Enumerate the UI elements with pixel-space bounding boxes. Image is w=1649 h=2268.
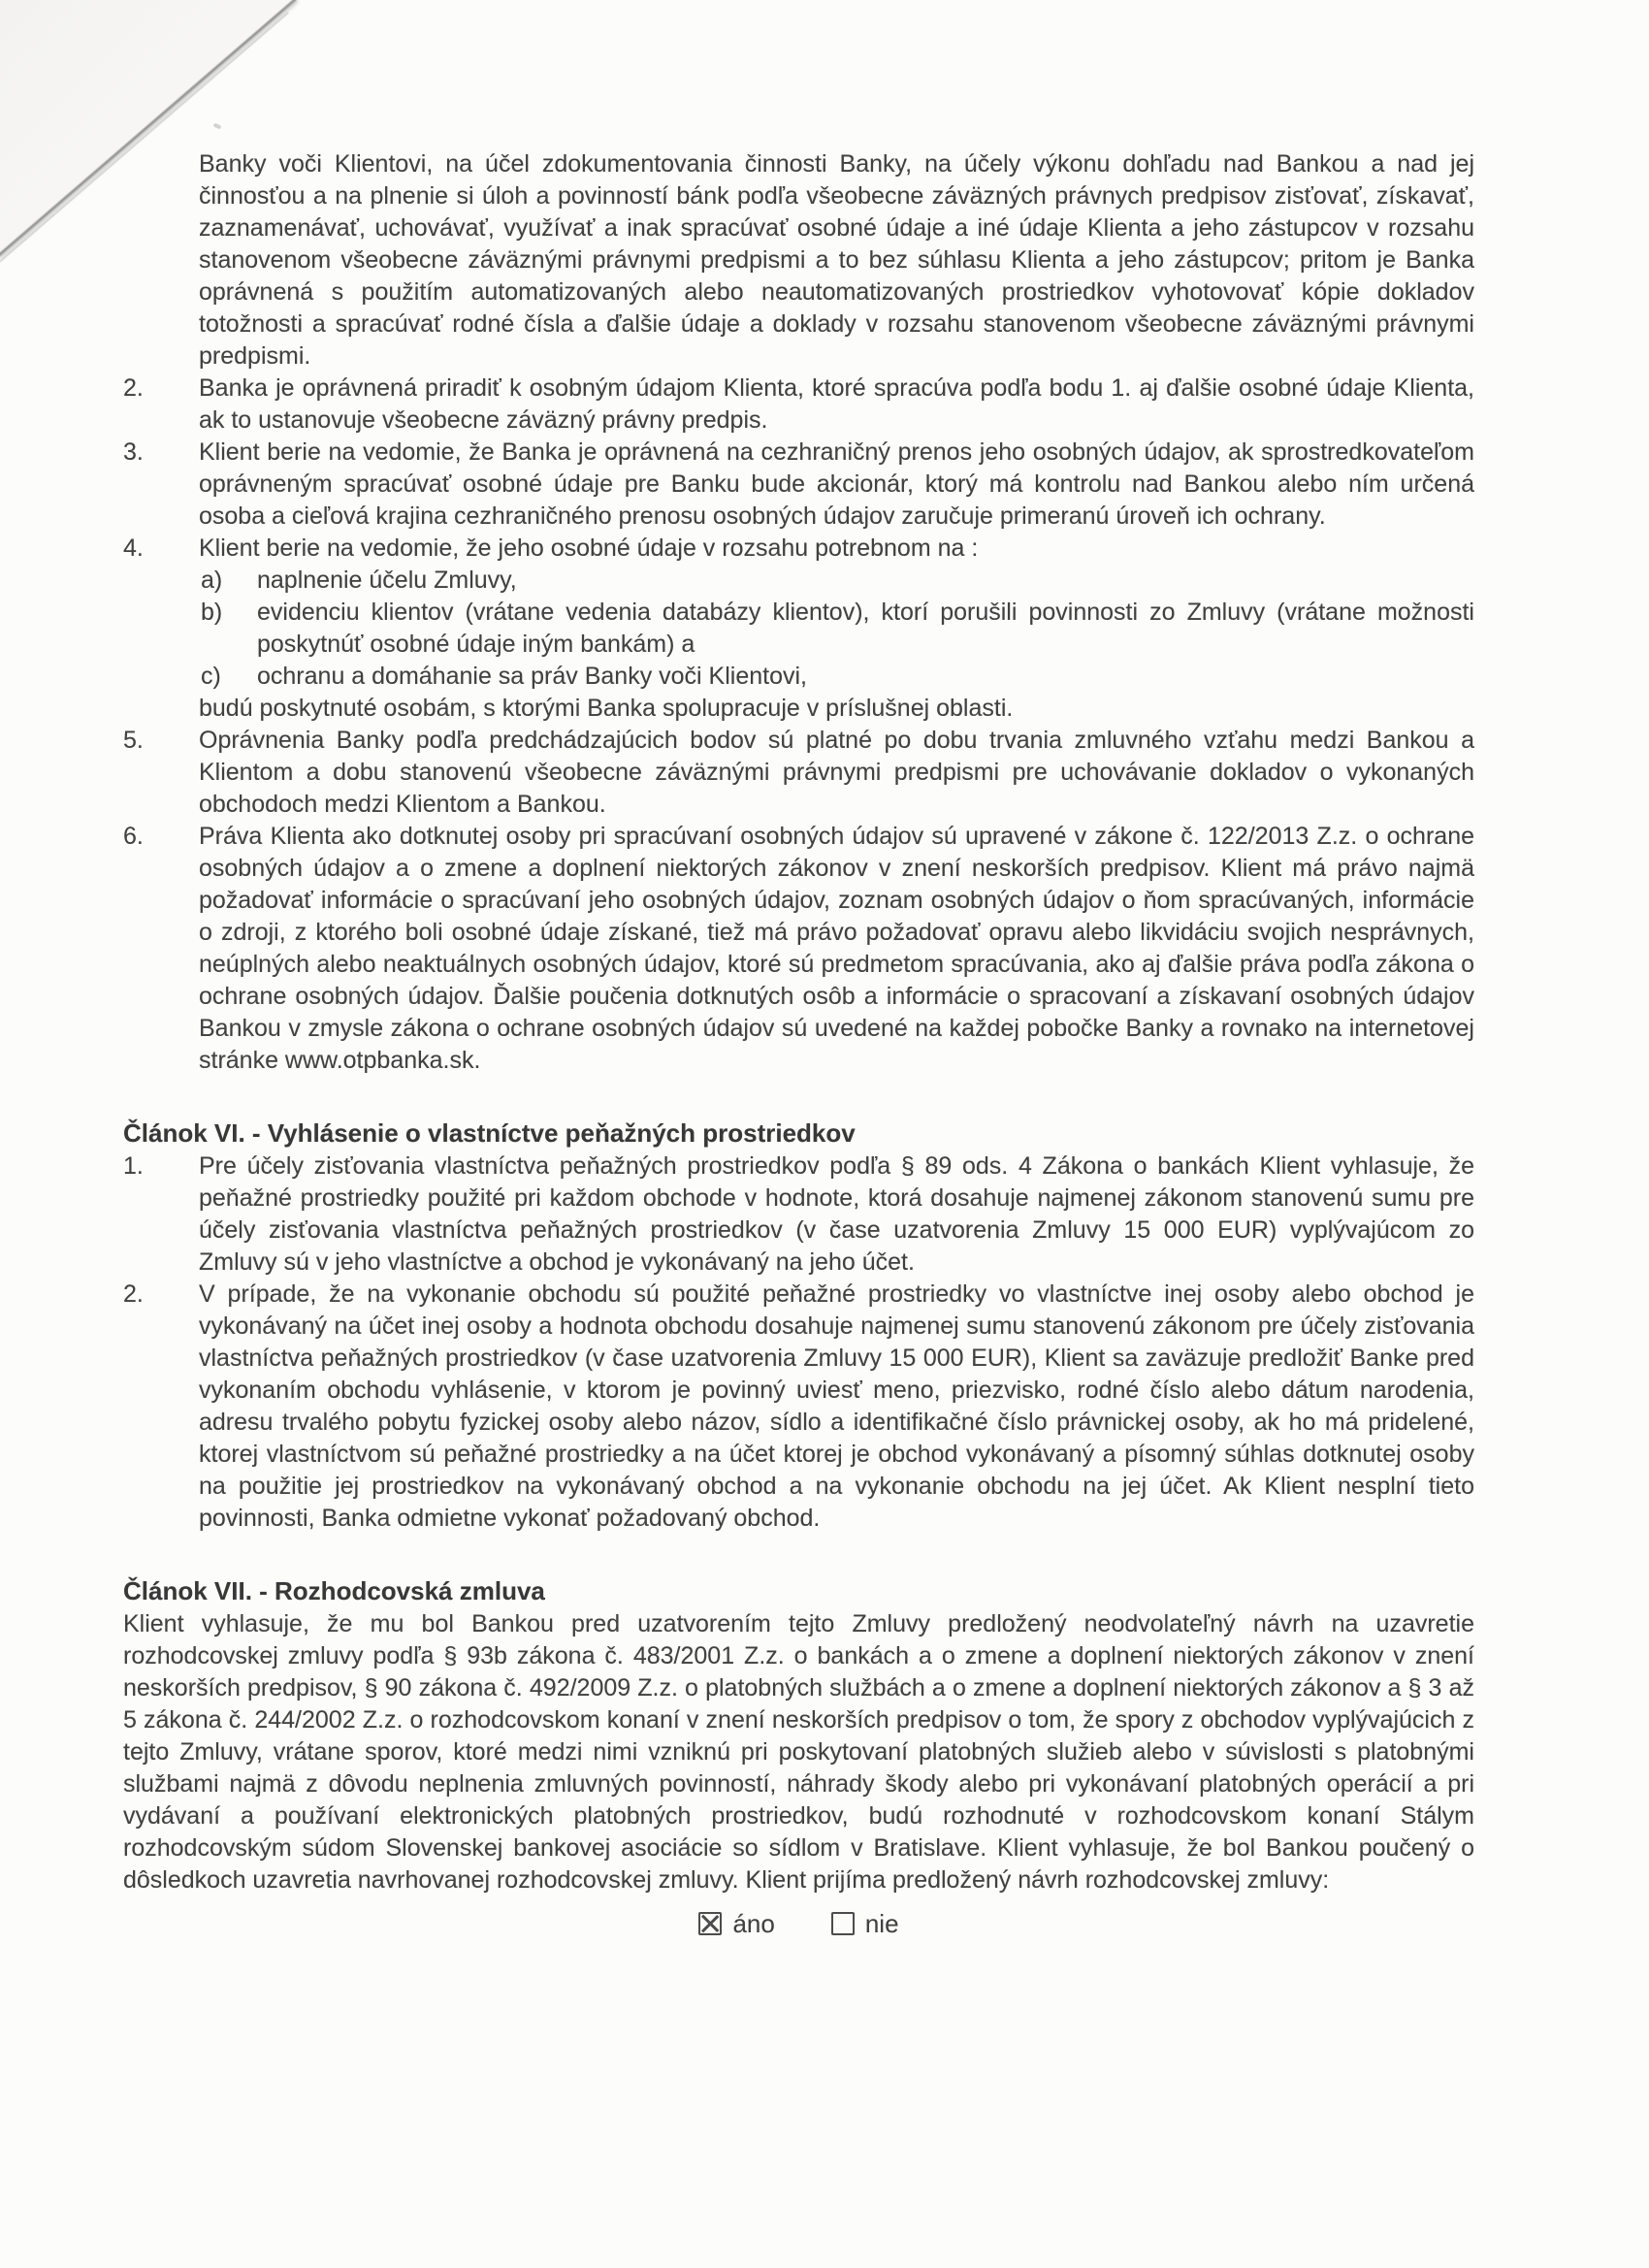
item-number: 6. <box>123 823 144 850</box>
checkbox-unchecked-icon[interactable] <box>831 1912 855 1935</box>
item-number: 5. <box>123 727 144 754</box>
checkbox-option-áno <box>698 1906 774 1941</box>
checkbox-checked-icon[interactable] <box>698 1912 722 1935</box>
section-heading: Článok VI. - Vyhlásenie o vlastníctve peňažných prostriedkov <box>123 1118 856 1148</box>
paragraph-text: Práva Klienta ako dotknutej osoby pri spracúvaní osobných údajov sú upravené v zákone č. 122/2013 Z.z. o ochrane osobných údajov a o zmene a doplnení niektorých zákonov v znení neskorších predpisov. Klient má právo najmä požadovať informácie o spracúvaní jeho osobných údajov, zoznam osobných údajov o ňom spracúvaných, informácie o zdroji, z ktorého boli osobné údaje získané, tiež má právo požadovať opravu alebo likvidáciu svojich nesprávnych, neúplných alebo neaktuálnych osobných údajov, ktoré sú predmetom spracúvania, ako aj ďalšie práva podľa zákona o ochrane osobných údajov. Ďalšie poučenia dotknutých osôb a informácie o spracovaní a získavaní osobných údajov Bankou v zmysle zákona o ochrane osobných údajov sú uvedené na každej pobočke Banky a rovnako na internetovej stránke www.otpbanka.sk. <box>199 823 1474 1074</box>
checkbox-option-nie <box>831 1906 899 1941</box>
numbered-paragraph <box>123 1279 1474 1535</box>
scan-speck <box>213 122 222 129</box>
item-number: 2. <box>123 374 144 402</box>
numbered-paragraph <box>123 821 1474 1077</box>
paragraph-text: Banka je oprávnená priradiť k osobným údajom Klienta, ktoré spracúva podľa bodu 1. aj ďalšie osobné údaje Klienta, ak to ustanovuje všeobecne záväzný právny predpis. <box>199 374 1474 434</box>
numbered-paragraph <box>123 533 1474 565</box>
full-width-paragraph: Klient vyhlasuje, že mu bol Bankou pred uzatvorením tejto Zmluvy predložený neodvolateľný návrh na uzavretie rozhodcovskej zmluvy podľa § 93b zákona č. 483/2001 Z.z. o bankách a o zmene a doplnení niektorých zákonov v znení neskorších predpisov, § 90 zákona č. 492/2009 Z.z. o platobných službách a o zmene a doplnení niektorých zákonov a § 3 až 5 zákona č. 244/2002 Z.z. o rozhodcovskom konaní v znení neskorších predpisov o tom, že spory z obchodov vyplývajúcich z tejto Zmluvy, vrátane sporov, ktoré medzi nimi vzniknú pri poskytovaní platobných služieb alebo v súvislosti s platobnými službami najmä z dôvodu neplnenia zmluvných povinností, náhrady škody alebo pri vykonávaní platobných operácií a pri vydávaní a používaní elektronických platobných prostriedkov, budú rozhodnuté v rozhodcovskom konaní Stálym rozhodcovským súdom Slovenskej bankovej asociácie so sídlom v Bratislave. Klient vyhlasuje, že bol Bankou poučený o dôsledkoch uzavretia navrhovanej rozhodcovskej zmluvy. Klient prijíma predložený návrh rozhodcovskej zmluvy: <box>123 1610 1474 1894</box>
lettered-subparagraph <box>201 661 1474 693</box>
paragraph-text: Klient berie na vedomie, že Banka je oprávnená na cezhraničný prenos jeho osobných údajov, ak sprostredkovateľom oprávneným spracúvať osobné údaje pre Banku bude akcionár, ktorý má kontrolu nad Bankou alebo ním určená osoba a cieľová krajina cezhraničného prenosu osobných údajov zaručuje primeranú úroveň ich ochrany. <box>199 438 1474 530</box>
lettered-subparagraph <box>201 597 1474 661</box>
paragraph-text: Klient berie na vedomie, že jeho osobné údaje v rozsahu potrebnom na : <box>199 535 979 562</box>
numbered-paragraph <box>123 725 1474 821</box>
subparagraph-text: ochranu a domáhanie sa práv Banky voči Klientovi, <box>257 663 807 690</box>
item-number: 2. <box>123 1280 144 1308</box>
paragraph-text: Pre účely zisťovania vlastníctva peňažných prostriedkov podľa § 89 ods. 4 Zákona o bankách Klient vyhlasuje, že peňažné prostriedky použité pri každom obchode v hodnote, ktorá dosahuje najmenej zákonom stanovenú sumu pre účely zisťovania vlastníctva peňažných prostriedkov (v čase uzatvorenia Zmluvy 15 000 EUR) vyplývajúcom zo Zmluvy sú v jeho vlastníctve a obchod je vykonávaný na jeho účet. <box>199 1152 1474 1276</box>
item-number: 3. <box>123 438 144 466</box>
numbered-paragraph <box>123 693 1474 725</box>
numbered-paragraph <box>123 1150 1474 1279</box>
subitem-letter: c) <box>201 663 221 690</box>
numbered-paragraph <box>123 148 1474 373</box>
item-number: 1. <box>123 1152 144 1180</box>
subparagraph-text: evidenciu klientov (vrátane vedenia databázy klientov), ktorí porušili povinnosti zo Zmluvy (vrátane možnosti poskytnúť osobné údaje iným bankám) a <box>257 599 1474 658</box>
subparagraph-text: naplnenie účelu Zmluvy, <box>257 567 517 594</box>
checkbox-label: áno <box>732 1909 775 1938</box>
arbitration-choice-row <box>123 1906 1474 1941</box>
lettered-subparagraph <box>201 565 1474 597</box>
numbered-paragraph <box>123 373 1474 437</box>
document-body <box>123 148 1474 1941</box>
paragraph-text: Oprávnenia Banky podľa predchádzajúcich bodov sú platné po dobu trvania zmluvného vzťahu medzi Bankou a Klientom a dobu stanovenú všeobecne záväznými právnymi predpismi pre uchovávanie dokladov o vykonaných obchodoch medzi Klientom a Bankou. <box>199 727 1474 818</box>
paragraph-text: V prípade, že na vykonanie obchodu sú použité peňažné prostriedky vo vlastníctve inej osoby alebo obchod je vykonávaný na účet inej osoby a hodnota obchodu dosahuje najmenej sumu stanovenú zákonom pre účely zisťovania vlastníctva peňažných prostriedkov (v čase uzatvorenia Zmluvy 15 000 EUR), Klient sa zaväzuje predložiť Banke pred vykonaním obchodu vyhlásenie, v ktorom je povinný uviesť meno, priezvisko, rodné číslo alebo dátum narodenia, adresu trvalého pobytu fyzickej osoby alebo názov, sídlo a identifikačné číslo právnickej osoby, ak ho má pridelené, ktorej vlastníctvom sú peňažné prostriedky a na účet ktorej je obchod vykonávaný a písomný súhlas dotknutej osoby na použitie jej prostriedkov na vykonávaný obchod a na vykonanie obchodu na jej účet. Ak Klient nesplní tieto povinnosti, Banka odmietne vykonať požadovaný obchod. <box>199 1280 1474 1532</box>
subitem-letter: a) <box>201 567 223 594</box>
numbered-paragraph <box>123 437 1474 533</box>
paragraph-text: Banky voči Klientovi, na účel zdokumentovania činnosti Banky, na účely výkonu dohľadu nad Bankou a nad jej činnosťou a na plnenie si úloh a povinností bánk podľa všeobecne záväzných právnych predpisov zisťovať, získavať, zaznamenávať, uchovávať, využívať a inak spracúvať osobné údaje a iné údaje Klienta a jeho zástupcov v rozsahu stanovenom všeobecne záväznými právnymi predpismi a to bez súhlasu Klienta a jeho zástupcov; pritom je Banka oprávnená s použitím automatizovaných alebo neautomatizovaných prostriedkov vyhotovovať kópie dokladov totožnosti a spracúvať rodné čísla a ďalšie údaje a doklady v rozsahu stanovenom všeobecne záväznými právnymi predpismi. <box>199 150 1474 370</box>
section-heading: Článok VII. - Rozhodcovská zmluva <box>123 1576 545 1605</box>
item-number: 4. <box>123 535 144 562</box>
subitem-letter: b) <box>201 599 223 626</box>
paragraph-text: budú poskytnuté osobám, s ktorými Banka spolupracuje v príslušnej oblasti. <box>199 695 1014 722</box>
checkbox-label: nie <box>864 1909 899 1938</box>
